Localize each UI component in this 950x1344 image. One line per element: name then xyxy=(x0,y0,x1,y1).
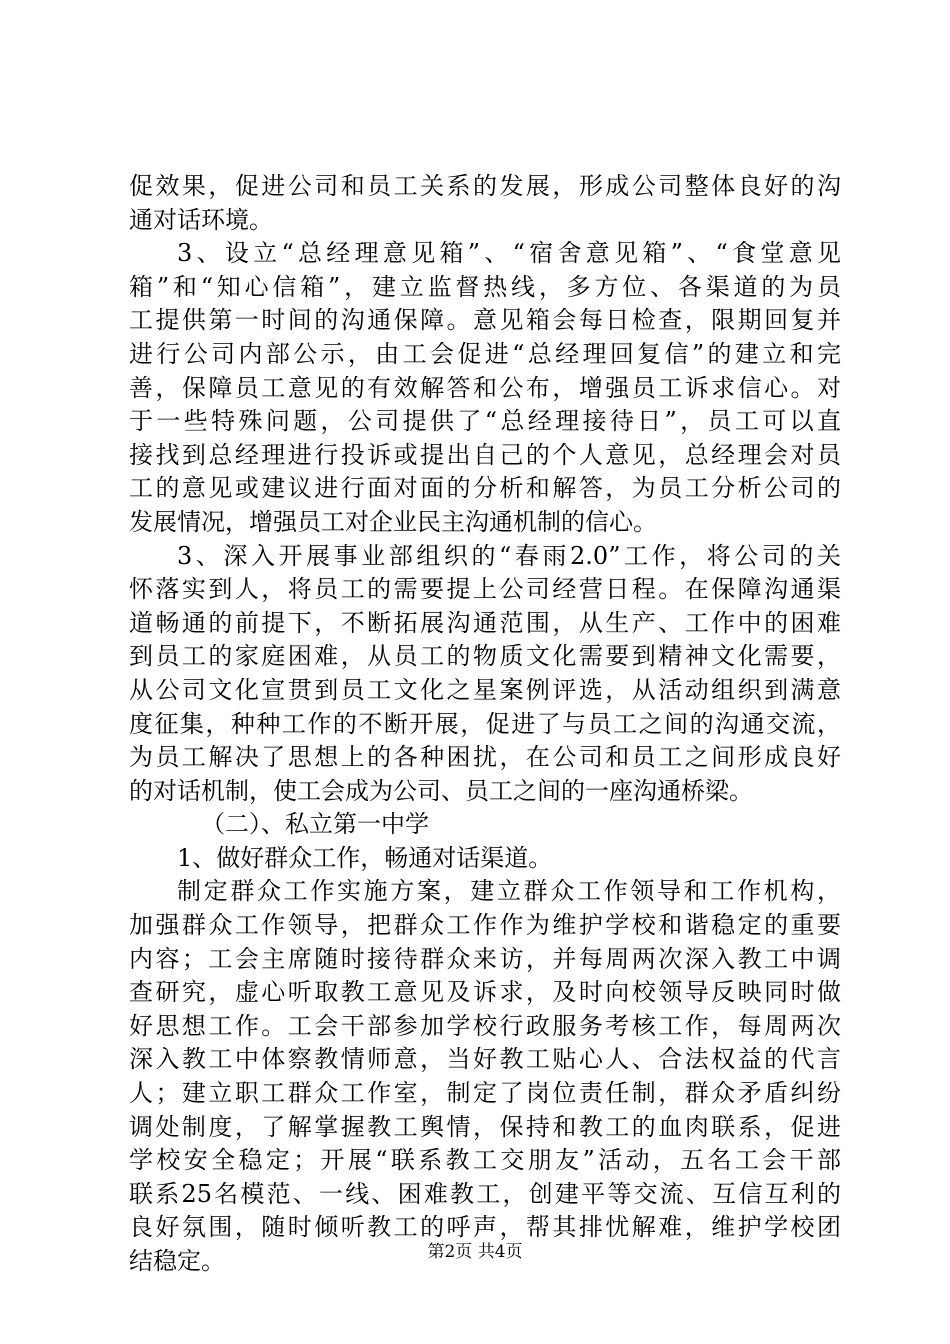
text-line: 工的意见或建议进行面对面的分析和解答，为员工分析公司的 xyxy=(129,474,841,503)
text-line: 好思想工作。工会干部参加学校行政服务考核工作，每周两次 xyxy=(129,1011,841,1040)
text-line: 良好氛围，随时倾听教工的呼声，帮其排忧解难，维护学校团 xyxy=(129,1213,841,1242)
text-line: 道畅通的前提下，不断拓展沟通范围，从生产、工作中的困难 xyxy=(129,608,841,637)
document-body xyxy=(129,170,841,1279)
text-line: 学校安全稳定；开展“联系教工交朋友”活动，五名工会干部 xyxy=(129,1146,841,1175)
text-line: 联系25名模范、一线、困难教工，创建平等交流、互信互利的 xyxy=(129,1179,841,1208)
text-line: 度征集，种种工作的不断开展，促进了与员工之间的沟通交流， xyxy=(129,709,841,738)
text-line: 加强群众工作领导，把群众工作作为维护学校和谐稳定的重要 xyxy=(129,911,841,940)
text-line: 内容；工会主席随时接待群众来访，并每周两次深入教工中调 xyxy=(129,944,841,973)
text-line: 从公司文化宣贯到员工文化之星案例评选，从活动组织到满意 xyxy=(129,675,841,704)
text-line: 发展情况，增强员工对企业民主沟通机制的信心。 xyxy=(129,507,657,536)
page-footer: 第2页 共4页 xyxy=(427,1242,523,1262)
text-line: 于一些特殊问题，公司提供了“总经理接待日”，员工可以直 xyxy=(129,407,841,436)
text-line: 善，保障员工意见的有效解答和公布，增强员工诉求信心。对 xyxy=(129,373,841,402)
text-line: 1、做好群众工作，畅通对话渠道。 xyxy=(177,843,553,872)
text-line: 人；建立职工群众工作室，制定了岗位责任制，群众矛盾纠纷 xyxy=(129,1079,841,1108)
text-line: 促效果，促进公司和员工关系的发展，形成公司整体良好的沟 xyxy=(129,172,841,200)
text-line: 查研究，虚心听取教工意见及诉求，及时向校领导反映同时做 xyxy=(129,978,841,1007)
text-line: 结稳定。 xyxy=(129,1247,225,1275)
text-line: 怀落实到人，将员工的需要提上公司经营日程。在保障沟通渠 xyxy=(129,575,841,604)
text-line: 进行公司内部公示，由工会促进“总经理回复信”的建立和完 xyxy=(129,339,841,368)
text-line: 深入教工中体察教情师意，当好教工贴心人、合法权益的代言 xyxy=(129,1045,841,1074)
text-line: 3、深入开展事业部组织的“春雨2.0”工作，将公司的关 xyxy=(177,541,841,570)
text-line: 3、设立“总经理意见箱”、“宿舍意见箱”、“食堂意见 xyxy=(177,239,841,268)
text-line: 为员工解决了思想上的各种困扰，在公司和员工之间形成良好 xyxy=(129,743,841,772)
text-line: 通对话环境。 xyxy=(129,205,273,234)
text-line: （二）、私立第一中学 xyxy=(201,810,429,839)
text-line: 的对话机制，使工会成为公司、员工之间的一座沟通桥梁。 xyxy=(129,776,753,805)
text-line: 工提供第一时间的沟通保障。意见箱会每日检查，限期回复并 xyxy=(129,306,841,335)
text-line: 箱”和“知心信箱”，建立监督热线，多方位、各渠道的为员 xyxy=(129,272,841,301)
text-line: 到员工的家庭困难，从员工的物质文化需要到精神文化需要， xyxy=(129,642,841,671)
text-line: 接找到总经理进行投诉或提出自己的个人意见，总经理会对员 xyxy=(129,440,841,469)
text-line: 调处制度，了解掌握教工舆情，保持和教工的血肉联系，促进 xyxy=(129,1112,841,1141)
text-line: 制定群众工作实施方案，建立群众工作领导和工作机构， xyxy=(177,877,841,906)
